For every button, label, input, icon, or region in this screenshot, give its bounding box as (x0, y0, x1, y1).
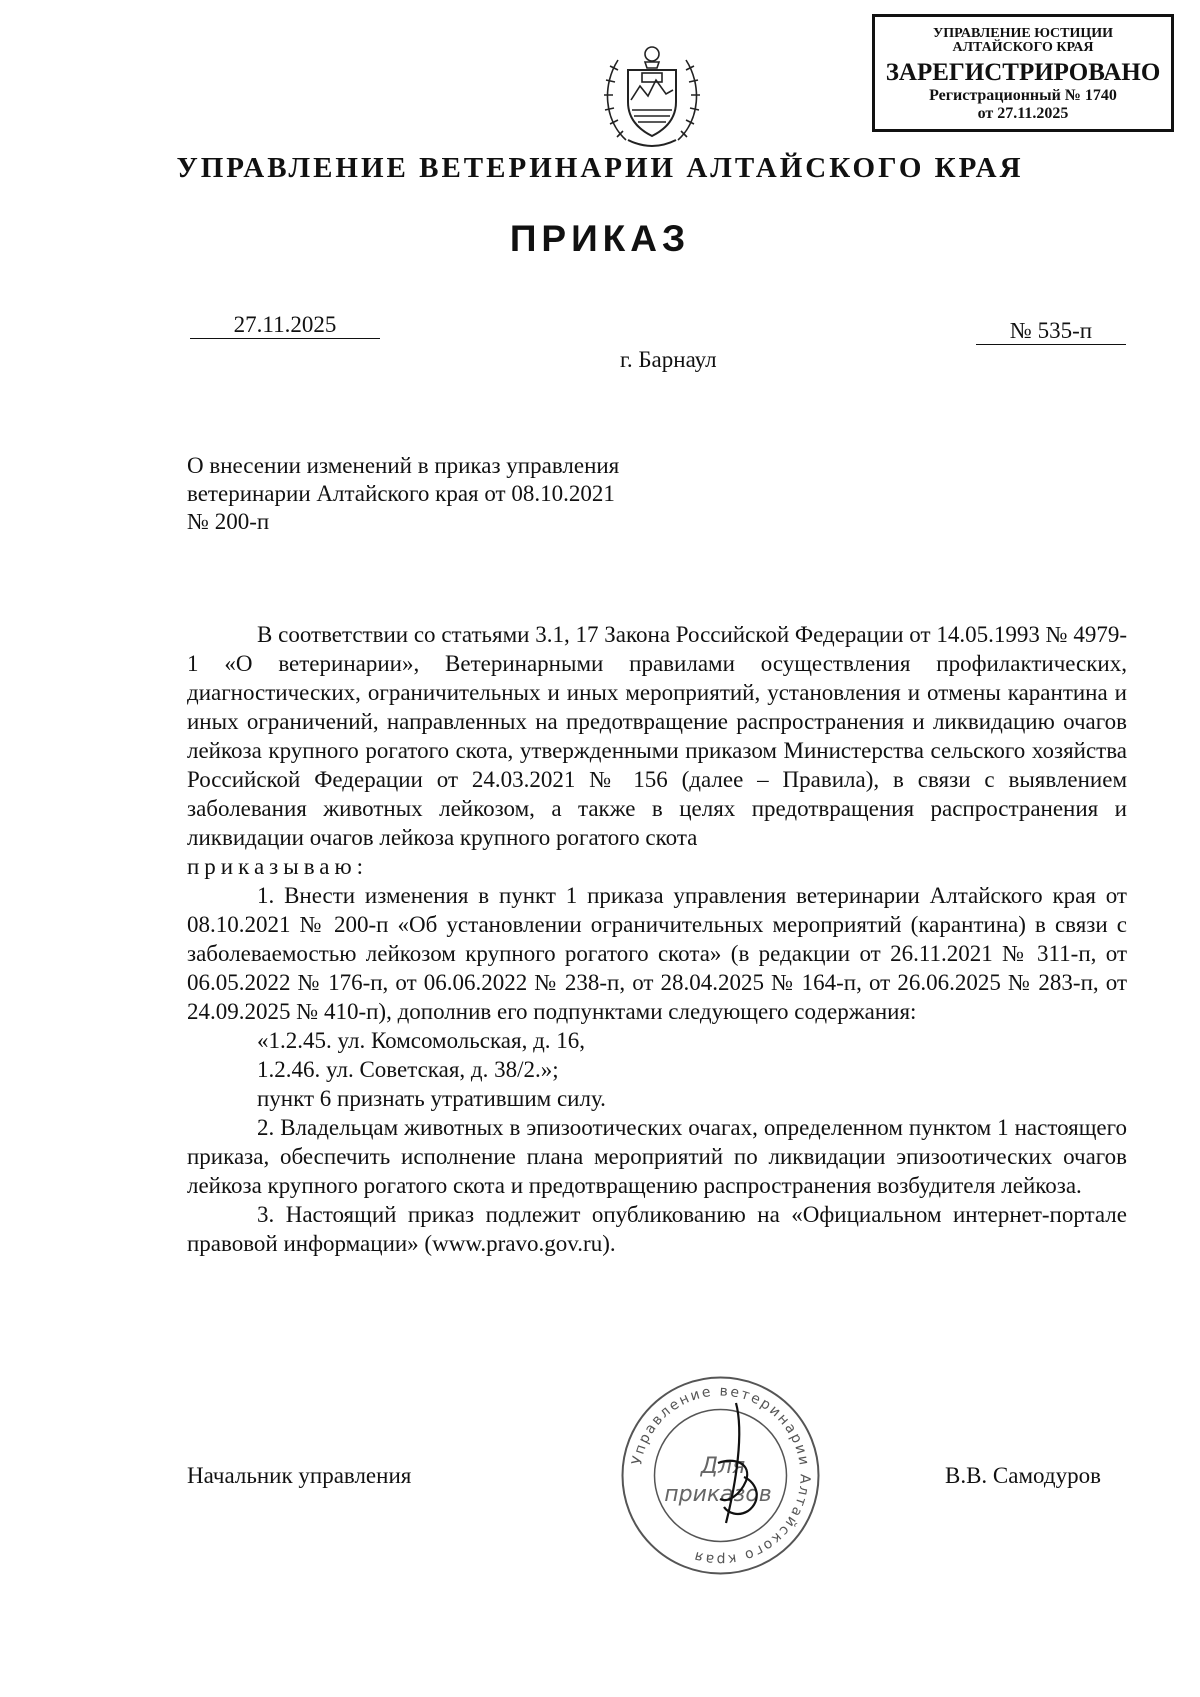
subitem-1-2-45: «1.2.45. ул. Комсомольская, д. 16, (257, 1028, 586, 1053)
item-2-paragraph: 2. Владельцам животных в эпизоотических очагах, определенном пунктом 1 настоящего приказа, обеспечить исполнение плана мероприятий по ликвидации эпизоотических очагов лейкоза крупного рогатого скота и предотвращению распространения возбудителя лейкоза. (187, 1115, 1127, 1198)
document-number: № 535-п (976, 318, 1126, 345)
subject-line: ветеринарии Алтайского края от 08.10.2021 (187, 481, 615, 506)
preamble-paragraph: В соответствии со статьями 3.1, 17 Закона Российской Федерации от 14.05.1993 № 4979-1 «О ветеринарии», Ветеринарными правилами осуществления профилактических, диагностических, ограничительных и иных мероприятий, установления и отмены карантина и иных ограничений, направленных на предотвращение распространения и ликвидацию очагов лейкоза крупного рогатого скота, утвержденными приказом Министерства сельского хозяйства Российской Федерации от 24.03.2021 № 156 (далее – Правила), в связи с выявлением заболевания животных лейкозом, а также в целях предотвращения распространения и ликвидации очагов лейкоза крупного рогатого скота (187, 622, 1127, 850)
subject-line: О внесении изменений в приказ управления (187, 453, 620, 478)
subject-line: № 200-п (187, 509, 270, 534)
registration-status: ЗАРЕГИСТРИРОВАНО (885, 59, 1161, 86)
document-city: г. Барнаул (620, 347, 717, 372)
signatory-position: Начальник управления (187, 1463, 412, 1488)
registration-number: Регистрационный № 1740 (929, 87, 1117, 104)
registration-stamp (872, 14, 1174, 132)
item-1-paragraph: 1. Внести изменения в пункт 1 приказа управления ветеринарии Алтайского края от 08.10.2021 № 200-п «Об установлении ограничительных мероприятий (карантина) в связи с заболеваемостью лейкозом крупного рогатого скота» (в редакции от 26.11.2021 № 311-п, от 06.05.2022 № 176-п, от 06.06.2022 № 238-п, от 28.04.2025 № 164-п, от 26.06.2025 № 283-п, от 24.09.2025 № 410-п), дополнив его подпунктами следующего содержания: (187, 883, 1127, 1024)
subitem-1-2-46: 1.2.46. ул. Советская, д. 38/2.»; (257, 1057, 559, 1082)
registration-date: от 27.11.2025 (977, 105, 1069, 122)
order-word: приказываю: (187, 854, 369, 879)
svg-text:Для: Для (700, 1454, 746, 1479)
coat-of-arms-icon (598, 40, 706, 155)
official-seal-icon (618, 1373, 823, 1578)
document-date: 27.11.2025 (190, 312, 380, 339)
svg-text:Управление ветеринарии Алтайск: Управление ветеринарии Алтайского края (629, 1383, 813, 1568)
registration-department: УПРАВЛЕНИЕ ЮСТИЦИИ (933, 26, 1113, 41)
registration-region: АЛТАЙСКОГО КРАЯ (952, 40, 1094, 55)
item-6-repeal: пункт 6 признать утратившим силу. (257, 1086, 606, 1111)
item-3-paragraph: 3. Настоящий приказ подлежит опубликованию на «Официальном интернет-портале правовой информации» (www.pravo.gov.ru). (187, 1202, 1127, 1256)
svg-text:приказов: приказов (664, 1482, 772, 1507)
organization-title: УПРАВЛЕНИЕ ВЕТЕРИНАРИИ АЛТАЙСКОГО КРАЯ (176, 152, 1024, 184)
document-type: ПРИКАЗ (509, 218, 691, 259)
document-body (187, 620, 1127, 1258)
signatory-name: В.В. Самодуров (945, 1463, 1101, 1488)
document-subject (187, 452, 707, 536)
